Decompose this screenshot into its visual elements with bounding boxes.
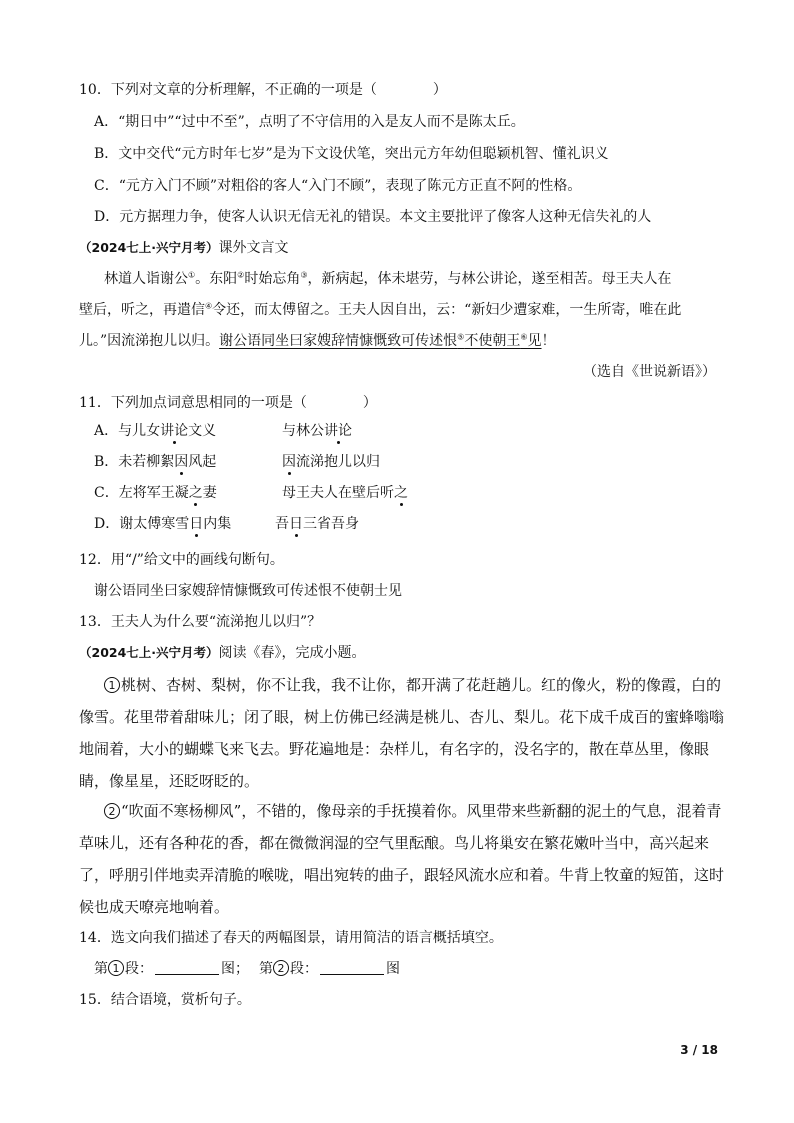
passage2-p2-line-4: 候也成天嘹亮地响着。 [79,898,230,916]
footnote-mark: ① [188,270,196,280]
footnote-mark: ⑤ [457,332,465,342]
underlined-sentence [219,333,541,349]
text-run: 时始忘角 [244,271,301,287]
text-run: 林道人诣谢公 [104,271,188,287]
text-run: 壁后，听之，再遣信 [79,302,205,318]
text-run: 吾 [275,516,289,532]
q11-option-b [94,452,216,472]
q12-stem: 12．用“/”给文中的画线句断句。 [79,552,284,568]
q10-option-b: B．文中交代“元方时年七岁”是为下文设伏笔，突出元方年幼但聪颖机智、懂礼识义 [94,146,609,162]
section-header-spring [79,643,366,663]
dotted-word: 日 [189,516,204,532]
q11-option-a-right [282,421,352,441]
dotted-word: 讲论 [160,423,189,439]
text-run: 见 [527,333,542,349]
dotted-word: 之 [188,485,203,501]
option-label: A． [94,423,119,439]
dotted-word: 因 [174,454,189,470]
passage1-line-1 [104,269,672,289]
passage1-line-2 [79,300,681,320]
text-run: 桃树、杏树、梨树，你不让我，我不让你，都开满了花赶趟儿。红的像火，粉的像霞，白的 [121,676,722,694]
text-run: “吹面不寒杨柳风”，不错的，像母亲的手抚摸着你。风里带来些新翻的泥土的气息，混着青 [121,802,722,820]
text-run: 第 [94,961,108,977]
page-number: 3 / 18 [680,1043,718,1057]
passage2-p1-line-4: 睛，像星星，还眨呀眨的。 [79,772,260,790]
text-run: 不使朝王 [464,333,521,349]
text-run: 风起 [188,454,217,470]
footnote-mark: ⑥ [520,332,528,342]
q12-sentence: 谢公语同坐曰家嫂辞情慷慨致可传述恨不使朝士见 [94,583,402,599]
option-label: B． [94,454,119,470]
q11-option-a [94,421,216,441]
answer-blank[interactable] [320,960,384,975]
passage1-line-3 [79,331,556,351]
section-title: 阅读《春》，完成小题。 [218,645,366,661]
text-run: ，新病起，体未堪劳，与林公讲论，遂至相苦。母王夫人在 [307,271,672,287]
text-run: 母王夫人在壁后听 [282,485,394,501]
text-run: 流涕抱儿以归 [296,454,380,470]
section-tag: （2024七上·兴宁月考） [79,240,219,255]
passage2-p2-line-2: 草味儿，还有各种花的香，都在微微润湿的空气里酝酿。鸟儿将巢安在繁花嫩叶当中，高兴起来 [79,834,710,852]
option-label: D． [94,516,120,532]
text-run: 三省吾身 [303,516,359,532]
circled-number: 2 [273,960,289,976]
circled-number: 2 [104,803,120,819]
q14-fill [94,959,400,979]
circled-number: 1 [108,960,124,976]
passage2-p1-line-3: 地闹着，大小的蝴蝶飞来飞去。野花遍地是：杂样儿，有名字的，没名字的，散在草丛里，像眼 [79,740,710,758]
text-run: 令还，而太傅留之。王夫人因自出，云：“新妇少遭家难，一生所寄，唯在此 [212,302,682,318]
dotted-word: 因 [282,454,296,470]
answer-blank[interactable] [155,960,219,975]
text-run: 与儿女 [118,423,161,439]
text-run: 未若柳絮 [118,454,175,470]
text-run: 左将军王凝 [118,485,189,501]
q15-stem: 15．结合语境，赏析句子。 [79,992,251,1008]
text-run: 。东阳 [195,271,238,287]
text-run: 段： [290,961,318,977]
q10-option-d: D．元方据理力争，使客人认识无信无礼的错误。本文主要批评了像客人这种无信失礼的人 [94,209,652,225]
passage2-p2-line-3: 了，呼朋引伴地卖弄清脆的喉咙，唱出宛转的曲子，跟轻风流水应和着。牛背上牧童的短笛，这时 [79,866,725,884]
footnote-mark: ④ [205,301,213,311]
dotted-word: 讲论 [324,423,352,439]
q11-option-b-right [282,452,380,472]
q11-option-d [94,514,231,534]
text-run: 图； [221,961,249,977]
q11-option-c [94,483,217,503]
text-run: 文义 [188,423,217,439]
q11-option-d-right [275,514,359,534]
q14-stem: 14．选文向我们描述了春天的两幅图景，请用简洁的语言概括填空。 [79,930,503,946]
passage2-p2-line-1 [104,801,721,821]
text-run: 段： [125,961,153,977]
text-run: 儿。”因流涕抱儿以归。 [79,333,220,349]
dotted-word: 之 [394,485,408,501]
text-run: 内集 [203,516,232,532]
q11-stem: 11．下列加点词意思相同的一项是（ ） [79,395,377,411]
circled-number: 1 [104,677,120,693]
text-run: 图 [386,961,400,977]
passage2-p1-line-1 [104,675,721,695]
q13-stem: 13．王夫人为什么要“流涕抱儿以归”？ [79,614,322,630]
footnote-mark: ③ [300,270,308,280]
passage1-source: （选自《世说新语》） [583,364,716,380]
section-header-classical [79,238,289,258]
q10-stem: 10．下列对文章的分析理解，不正确的一项是（ ） [79,82,447,98]
text-run: 谢太傅寒雪 [119,516,190,532]
text-run: ！ [541,333,556,349]
q10-option-a: A．“期日中”“过中不至”，点明了不守信用的入是友人而不是陈太丘。 [94,114,525,130]
footnote-mark: ② [237,270,245,280]
q10-option-c: C．“元方入门不顾”对粗俗的客人“入门不顾”，表现了陈元方正直不阿的性格。 [94,178,582,194]
option-label: C． [94,485,119,501]
section-tag: （2024七上·兴宁月考） [79,645,219,660]
section-title: 课外文言文 [218,240,289,256]
passage2-p1-line-2: 像雪。花里带着甜味儿；闭了眼，树上仿佛已经满是桃儿、杏儿、梨儿。花下成千成百的蜜蜂嗡嗡 [79,708,725,726]
dotted-word: 日 [289,516,303,532]
q11-option-c-right [282,483,408,503]
text-run: 谢公语同坐曰家嫂辞情慷慨致可传述恨 [219,333,458,349]
text-run: 第 [259,961,273,977]
text-run: 妻 [202,485,217,501]
text-run: 与林公 [282,423,324,439]
